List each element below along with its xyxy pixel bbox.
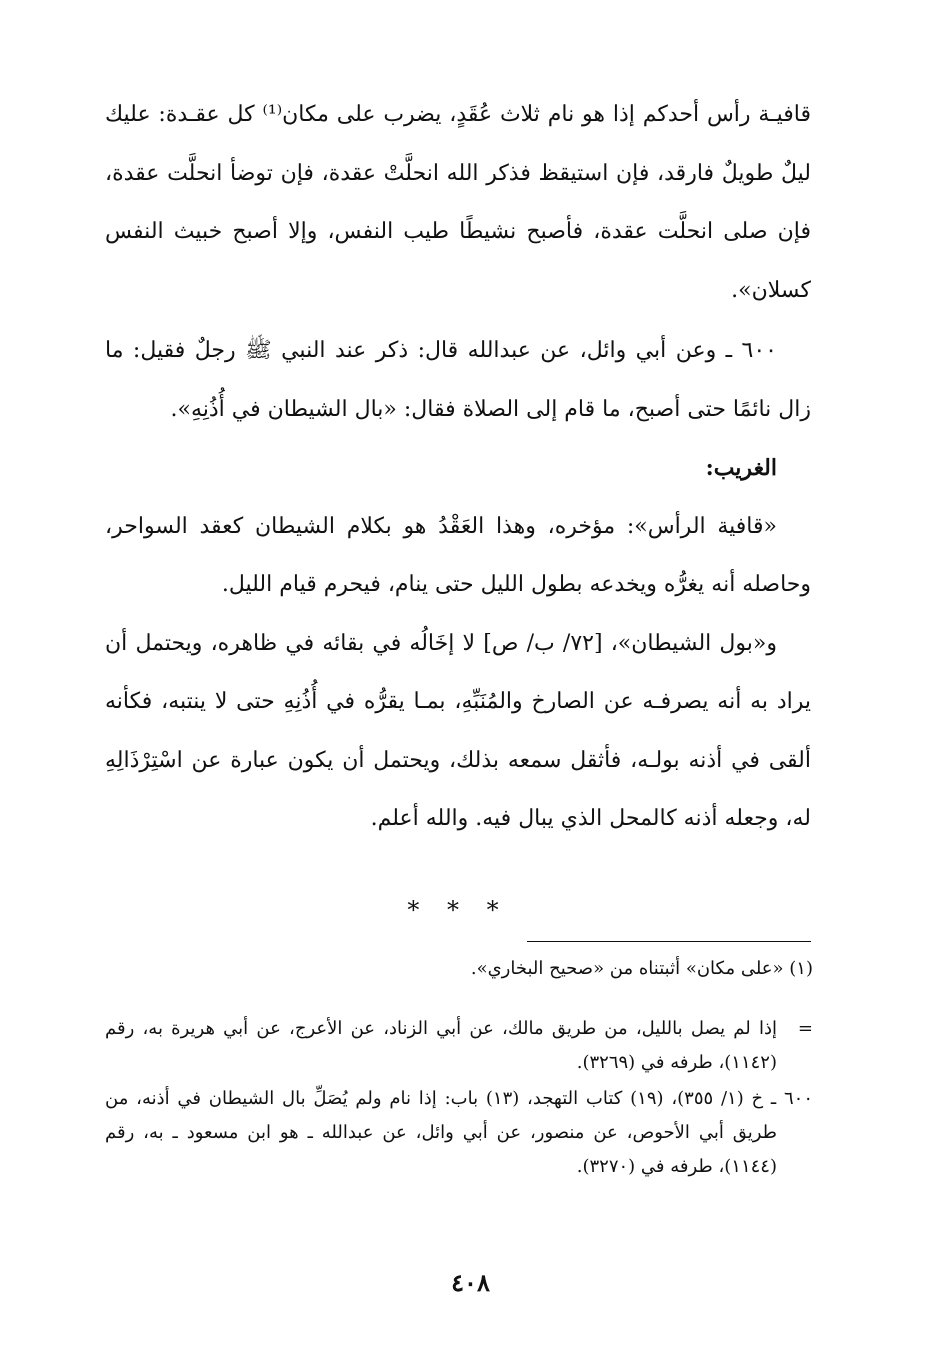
continuation-marker: = (797, 1018, 813, 1039)
main-text (105, 86, 811, 939)
footnote-divider (527, 941, 811, 942)
footnote-1: (١) «على مكان» أثبتناه من «صحيح البخاري». (470, 958, 813, 979)
paragraph-bawl-al-shaytan: و«بول الشيطان»، [٧٢/ ب/ ص] لا إخَالُه في بقائه في ظاهره، ويحتمل أن يراد به أنه يصرفـه عن الصارخ والمُنَبِّهِ، بمـا يقرُّه في أُذُنِهِ حتى لا ينتبه، فكأنه ألقى في أذنه بولـه، فأثقل سمعه بذلك، ويحتمل أن يكون عبارة عن اسْتِرْذَالِهِ له، وجعله أذنه كالمحل الذي يبال فيه. والله أعلم. (105, 630, 811, 831)
paragraph-hadith-continuation: قافيـة رأس أحدكم إذا هو نام ثلاث عُقَدٍ، يضرب على مكان⁽¹⁾ كل عقـدة: عليك ليلٌ طويلٌ فارقد، فإن استيقظ فذكر الله انحلَّتْ عقدة، فإن توضأ انحلَّت عقدة، فإن صلى انحلَّت عقدة، فأصبح نشيطًا طيب النفس، وإلا أصبح خبيث النفس كسلان». (105, 102, 812, 303)
footnotes (105, 952, 813, 1186)
section-separator-stars: * * * (407, 895, 509, 924)
page-number: ٤٠٨ (451, 1268, 490, 1297)
paragraph-qafiyat-al-ras: «قافية الرأس»: مؤخره، وهذا العَقْدُ هو بكلام الشيطان كعقد السواحر، وحاصله أنه يغرُّه ويخدعه بطول الليل حتى ينام، فيحرم قيام الليل. (105, 513, 811, 597)
section-heading-gharib: الغريب: (705, 455, 777, 481)
footnote-takhrij-600: ٦٠٠ ـ خ (١/ ٣٥٥)، (١٩) كتاب التهجد، (١٣) باب: إذا نام ولم يُصَلِّ بال الشيطان في أذنه، من طريق أبي الأحوص، عن منصور، عن أبي وائل، عن عبدالله ـ هو ابن مسعود ـ به، رقم (١١٤٤)، طرفه في (٣٢٧٠). (105, 1088, 813, 1177)
footnote-continuation-text: إذا لم يصل بالليل، من طريق مالك، عن أبي الزناد، عن الأعرج، عن أبي هريرة به، رقم (١١٤٢)، طرفه في (٣٢٦٩). (105, 1018, 777, 1073)
footnote-continuation (105, 1012, 813, 1080)
paragraph-hadith-600: ٦٠٠ ـ وعن أبي وائل، عن عبدالله قال: ذكر عند النبي ﷺ رجلٌ فقيل: ما زال نائمًا حتى أصبح، ما قام إلى الصلاة فقال: «بال الشيطان في أُذُنِهِ». (105, 338, 811, 422)
